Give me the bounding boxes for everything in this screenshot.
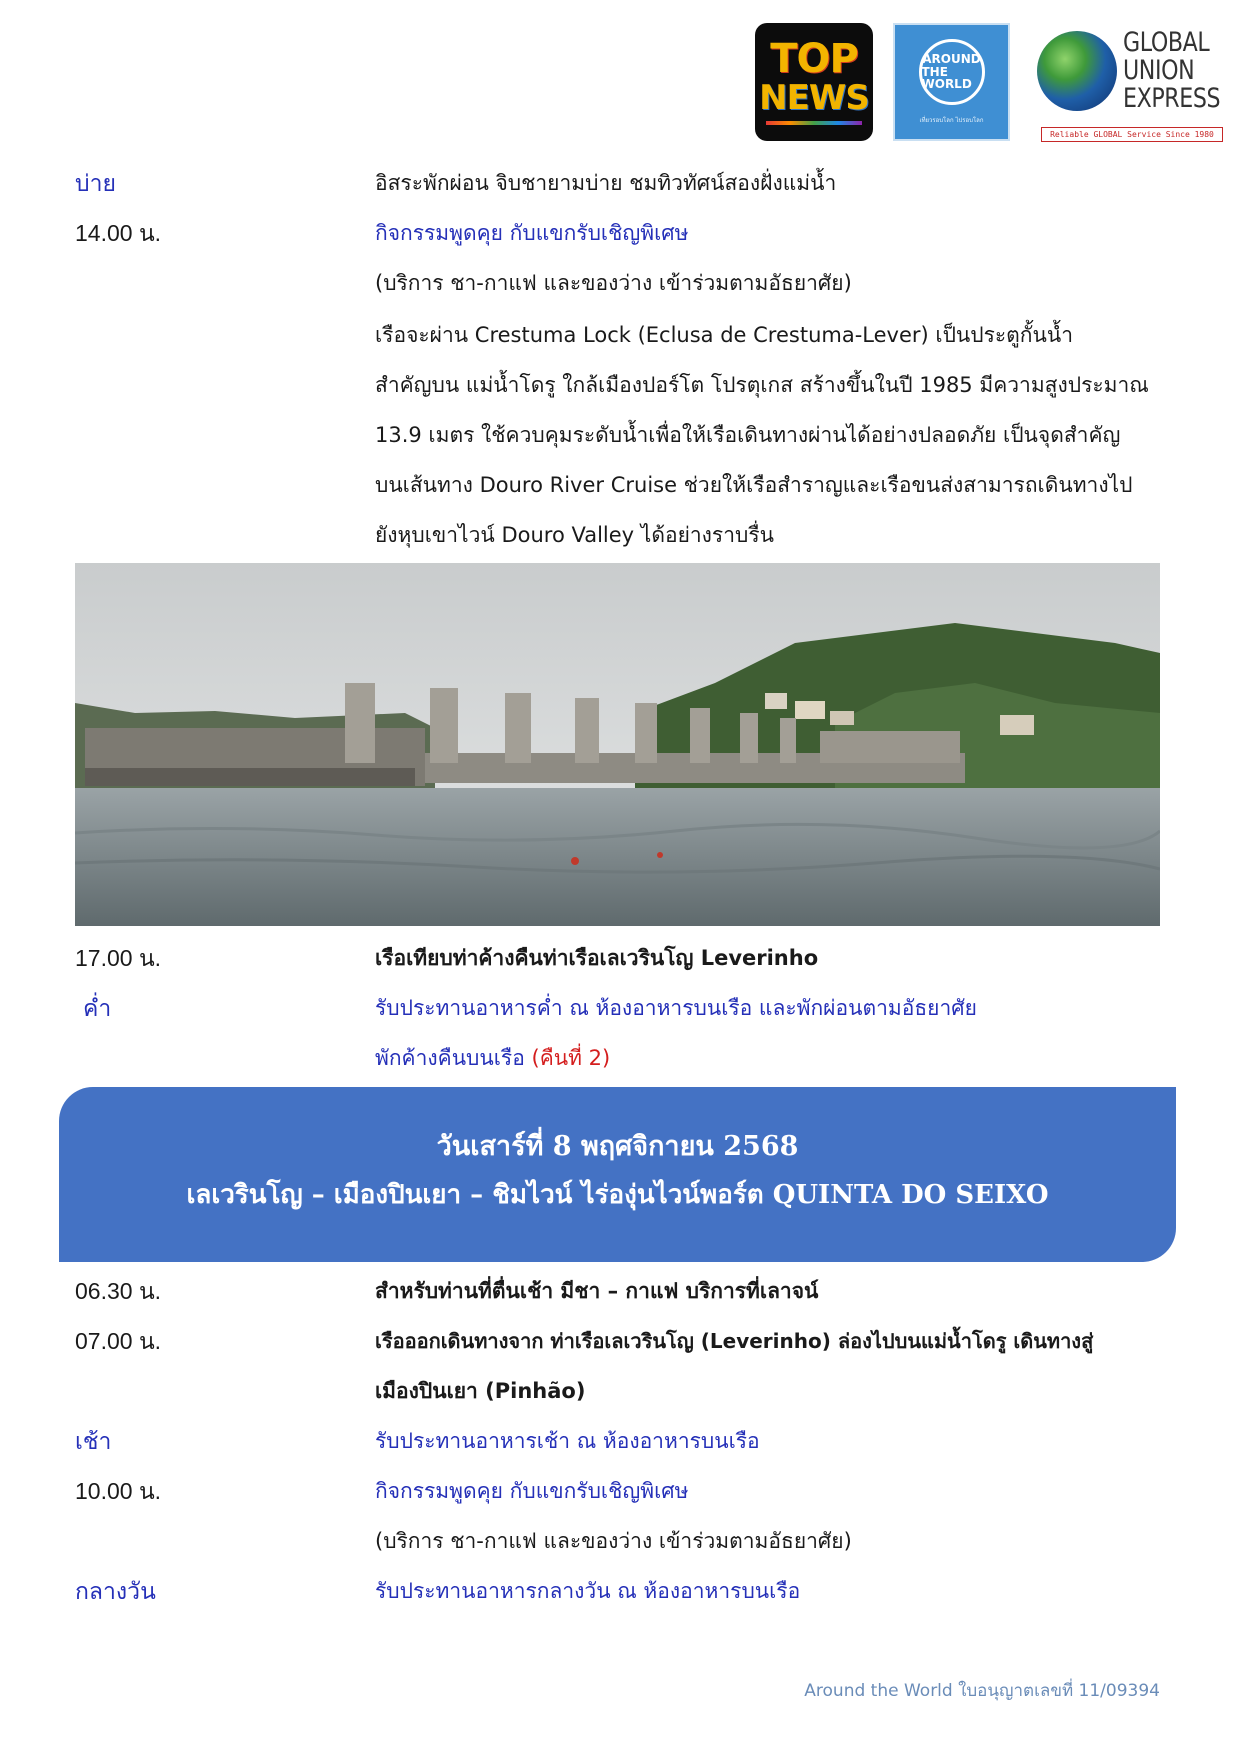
gue-strapline: Reliable GLOBAL Service Since 1980 <box>1041 127 1223 142</box>
schedule-time: 17.00 น. <box>75 945 162 971</box>
around-the-world-logo <box>893 23 1010 141</box>
paragraph-line: บนเส้นทาง Douro River Cruise ช่วยให้เรือสำราญและเรือขนส่งสามารถเดินทางไป <box>375 473 1133 497</box>
paragraph-line: เรือจะผ่าน Crestuma Lock (Eclusa de Crestuma-Lever) เป็นประตูกั้นน้ำ <box>375 323 1073 347</box>
overnight-night-number: (คืนที่ 2) <box>531 1046 611 1070</box>
schedule-time: เช้า <box>75 1428 112 1454</box>
schedule-note: (บริการ ชา-กาแฟ และของว่าง เข้าร่วมตามอัธยาศัย) <box>375 271 852 295</box>
schedule-time: 14.00 น. <box>75 220 162 246</box>
schedule-time: 06.30 น. <box>75 1278 162 1304</box>
license-footer: Around the World ใบอนุญาตเลขที่ 11/09394 <box>804 1681 1160 1701</box>
day-banner-route: เลเวรินโญ – เมืองปินเยา – ชิมไวน์ ไร่องุ่นไวน์พอร์ต QUINTA DO SEIXO <box>186 1180 1049 1210</box>
schedule-row-breakfast <box>75 1416 1170 1466</box>
around-the-world-logo-line1: AROUND <box>922 52 981 67</box>
schedule-row-lunch <box>75 1566 1170 1616</box>
overnight-text-wrap <box>375 1033 1240 1083</box>
schedule-row-talk-note <box>75 258 1170 308</box>
topnews-logo <box>755 23 873 141</box>
schedule-text: รับประทานอาหารกลางวัน ณ ห้องอาหารบนเรือ <box>375 1579 801 1603</box>
schedule-text: อิสระพักผ่อน จิบชายามบ่าย ชมทิวทัศน์สองฝั่งแม่น้ำ <box>375 171 837 195</box>
schedule-row-dock <box>75 933 1170 983</box>
schedule-row-depart-cont <box>75 1366 1170 1416</box>
schedule-row-talk <box>75 208 1170 258</box>
schedule-row-dinner <box>75 983 1170 1033</box>
gue-line1: GLOBAL <box>1123 27 1210 58</box>
day-banner <box>59 1087 1176 1262</box>
crestuma-lock-photo <box>75 563 1160 926</box>
schedule-text: กิจกรรมพูดคุย กับแขกรับเชิญพิเศษ <box>375 1479 689 1503</box>
around-the-world-logo-tagline: เที่ยวรอบโลก ไปรอบโลก <box>919 117 984 124</box>
paragraph-line: ยังหุบเขาไวน์ Douro Valley ได้อย่างราบรื่น <box>375 523 774 547</box>
schedule-text: รับประทานอาหารเช้า ณ ห้องอาหารบนเรือ <box>375 1429 760 1453</box>
schedule-text: เรือออกเดินทางจาก ท่าเรือเลเวรินโญ (Leverinho) ล่องไปบนแม่น้ำโดรู เดินทางสู่ <box>375 1329 1094 1353</box>
schedule-row-early <box>75 1266 1170 1316</box>
schedule-row-afternoon <box>75 158 1170 208</box>
topnews-logo-bar <box>766 121 862 125</box>
paragraph-line: 13.9 เมตร ใช้ควบคุมระดับน้ำเพื่อให้เรือเดินทางผ่านได้อย่างปลอดภัย เป็นจุดสำคัญ <box>375 423 1121 447</box>
schedule-text: รับประทานอาหารค่ำ ณ ห้องอาหารบนเรือ และพักผ่อนตามอัธยาศัย <box>375 996 977 1020</box>
schedule-row-talk2-note <box>75 1516 1170 1566</box>
crestuma-lock-paragraph <box>375 310 1170 560</box>
schedule-row-overnight <box>75 1033 1170 1083</box>
dam-illustration <box>75 563 1160 926</box>
schedule-time: กลางวัน <box>75 1578 156 1604</box>
global-union-express-wordmark <box>1123 29 1220 113</box>
schedule-time: 07.00 น. <box>75 1328 162 1354</box>
around-the-world-logo-line2: THE WORLD <box>921 64 972 92</box>
schedule-time: 10.00 น. <box>75 1478 162 1504</box>
schedule-text: กิจกรรมพูดคุย กับแขกรับเชิญพิเศษ <box>375 221 689 245</box>
schedule-row-talk2 <box>75 1466 1170 1516</box>
global-union-express-logo <box>1037 25 1223 143</box>
schedule-note: (บริการ ชา-กาแฟ และของว่าง เข้าร่วมตามอัธยาศัย) <box>375 1529 852 1553</box>
overnight-text: พักค้างคืนบนเรือ <box>375 1046 525 1070</box>
globe-icon <box>1037 31 1117 111</box>
topnews-logo-line1: TOP <box>770 36 858 82</box>
gue-line3: EXPRESS <box>1123 83 1221 114</box>
schedule-time: ค่ำ <box>83 995 112 1021</box>
topnews-logo-line2: NEWS <box>759 78 869 118</box>
schedule-time: บ่าย <box>75 170 116 196</box>
day-banner-date: วันเสาร์ที่ 8 พฤศจิกายน 2568 <box>436 1131 799 1162</box>
gue-line2: UNION <box>1123 55 1195 86</box>
paragraph-line: สำคัญบน แม่น้ำโดรู ใกล้เมืองปอร์โต โปรตุเกส สร้างขึ้นในปี 1985 มีความสูงประมาณ <box>375 373 1149 397</box>
schedule-text: สำหรับท่านที่ตื่นเช้า มีชา – กาแฟ บริการที่เลาจน์ <box>375 1279 819 1303</box>
schedule-text: เรือเทียบท่าค้างคืนท่าเรือเลเวรินโญ Leverinho <box>375 946 819 970</box>
schedule-row-depart <box>75 1316 1170 1366</box>
schedule-text-continued: เมืองปินเยา (Pinhão) <box>375 1379 586 1403</box>
around-the-world-logo-circle <box>919 39 985 105</box>
